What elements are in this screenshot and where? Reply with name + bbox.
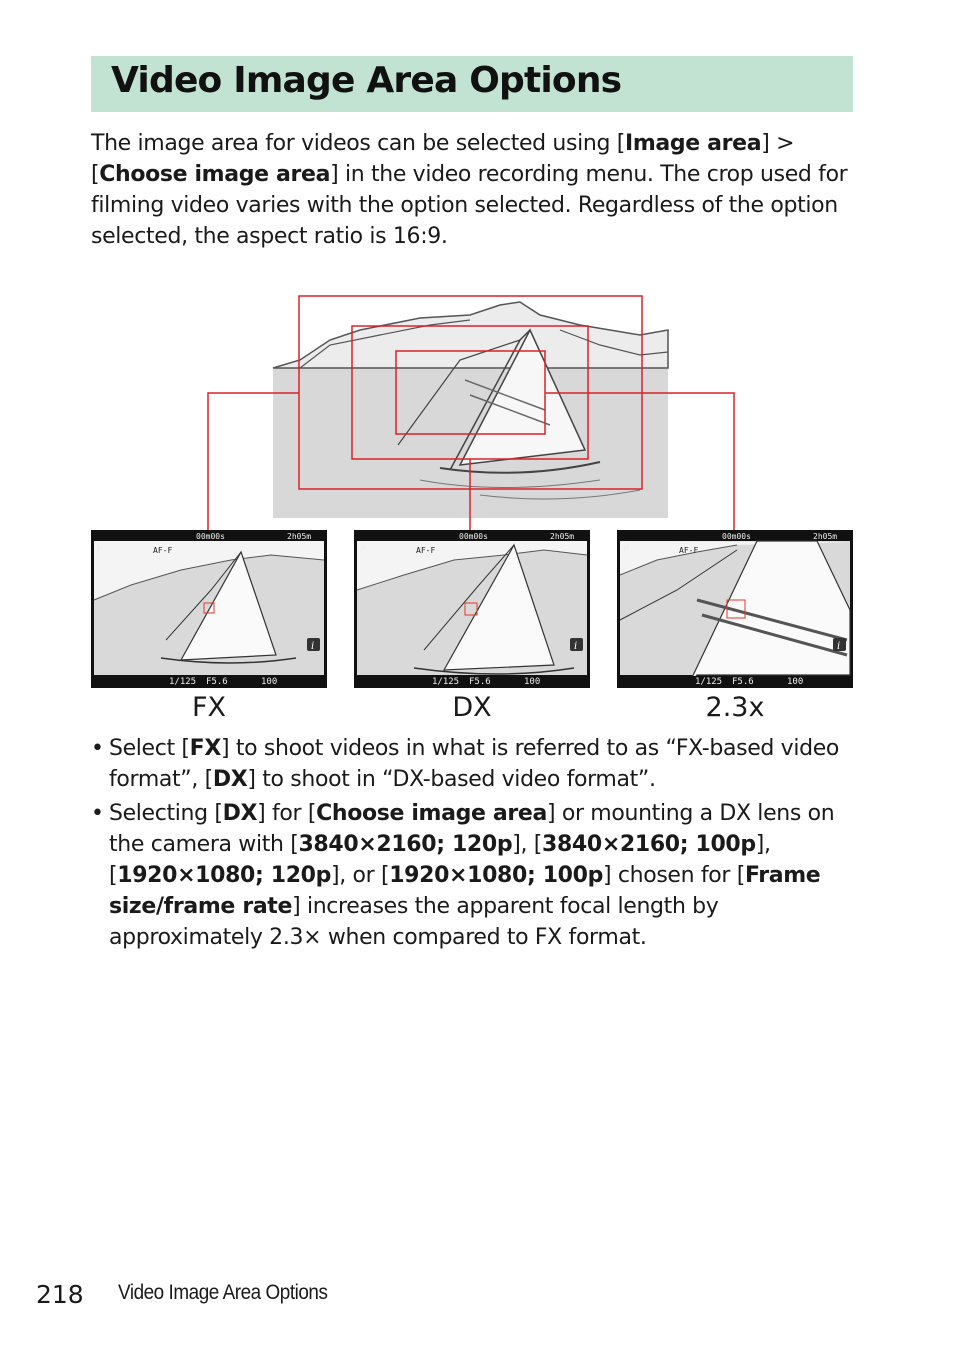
bullet-text: ] chosen for [ [603, 863, 745, 888]
intro-text: ] in the video recording menu. The crop used for filming video varies with the option selected. Regardless of the option selected, the aspect ratio is 16:9. [91, 162, 848, 249]
menu-item-choose-image-area: Choose image area [316, 801, 547, 826]
svg-text:i: i [837, 641, 841, 652]
bullet-list [91, 733, 866, 956]
bullet-text: ], or [ [331, 863, 390, 888]
list-item: • Select [FX] to shoot videos in what is referred to as “FX-based video format”, [DX] to shoot in “DX-based video format”. [91, 736, 839, 792]
aperture-readout: F5.6 [469, 677, 491, 687]
bullet-text: ] increases the apparent focal length by approximately 2.3× when compared to FX format. [109, 894, 719, 950]
svg-text:i: i [311, 641, 315, 652]
aperture-readout: F5.6 [732, 677, 754, 687]
rec-time: 00m00s [459, 532, 488, 541]
remaining-time: 2h05m [287, 532, 312, 541]
image-area-diagram [0, 280, 954, 535]
frame-size-option: 1920×1080; 120p [117, 863, 332, 888]
mode-readout: P [360, 545, 366, 555]
page-title: Video Image Area Options [111, 60, 622, 101]
option-fx: FX [189, 736, 221, 761]
option-dx: DX [222, 801, 258, 826]
frame-size-option: 3840×2160; 120p [298, 832, 513, 857]
intro-text: ] > [ [91, 131, 795, 187]
caption-dx: DX [452, 692, 492, 723]
af-mode: AF-F [416, 546, 436, 555]
remaining-time: 2h05m [550, 532, 575, 541]
iso-readout: 100 [261, 677, 278, 687]
rec-time: 00m00s [722, 532, 751, 541]
aperture-readout: F5.6 [206, 677, 228, 687]
caption-fx: FX [191, 692, 227, 723]
remaining-time: 2h05m [813, 532, 838, 541]
intro-paragraph [91, 128, 861, 252]
option-dx: DX [212, 767, 248, 792]
menu-item-frame-size-frame-rate: Frame size/frame rate [109, 863, 821, 919]
shutter-readout: 1/125 [695, 677, 723, 687]
bullet-text: Select [ [109, 736, 190, 761]
frame-size-option: 1920×1080; 100p [389, 863, 603, 888]
screen-2-3x [617, 530, 853, 688]
iso-readout: 100 [787, 677, 804, 687]
bullet-text: Selecting [ [109, 801, 223, 826]
mode-readout: P [623, 545, 629, 555]
screen-dx [354, 530, 590, 688]
bullet-text: ] to shoot in “DX-based video format”. [247, 767, 656, 792]
iso-readout: 100 [524, 677, 541, 687]
mode-readout: P [97, 545, 103, 555]
bullet-text: ] or mounting a DX lens on the camera with [ [109, 801, 835, 857]
bullet-text: ] for [ [257, 801, 317, 826]
running-header: Video Image Area Options [118, 1281, 328, 1304]
page-number: 218 [36, 1280, 84, 1309]
screen-fx [91, 530, 327, 688]
caption-2-3x: 2.3x [705, 692, 765, 723]
rec-time: 00m00s [196, 532, 225, 541]
menu-item-image-area: Image area [625, 131, 762, 156]
list-item: • Selecting [DX] for [Choose image area] or mounting a DX lens on the camera with [3840×2160; 120p], [3840×2160; 100p], [1920×1080; 120p], or [1920×1080; 100p] chosen for [Frame size/frame rate] increases the apparent focal length by approximately 2.3× when compared to FX format. [91, 801, 835, 950]
menu-item-choose-image-area: Choose image area [99, 162, 331, 187]
af-mode: AF-F [153, 546, 173, 555]
title-bar [91, 56, 853, 112]
frame-size-option: 3840×2160; 100p [542, 832, 756, 857]
bullet-text: ] to shoot videos in what is referred to as “FX-based video format”, [ [109, 736, 839, 792]
af-mode: AF-F [679, 546, 699, 555]
intro-text: The image area for videos can be selected using [ [91, 131, 625, 156]
bullet-text: ], [ [512, 832, 543, 857]
svg-text:i: i [574, 641, 578, 652]
bullet-text: ], [ [109, 832, 771, 888]
shutter-readout: 1/125 [432, 677, 460, 687]
shutter-readout: 1/125 [169, 677, 197, 687]
